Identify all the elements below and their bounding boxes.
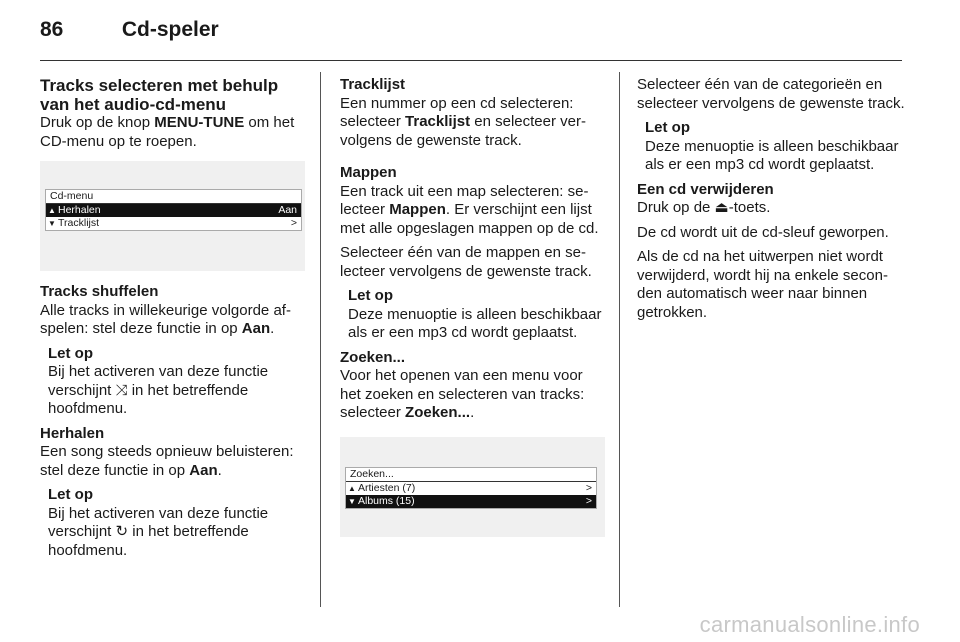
note-mp3 [637, 119, 905, 175]
repeat-post: . [217, 461, 222, 479]
eject-icon: ⏏ [714, 199, 729, 216]
search-text [340, 367, 605, 423]
note-shuffle [40, 345, 305, 419]
section-heading: Tracks selecteren met behulp van het audio-cd-menu [40, 76, 279, 114]
menu-row-label: Tracklijst [58, 217, 100, 229]
tracklist-pre: Een nummer op een cd selecteren: selecteer [340, 94, 574, 130]
up-arrow-icon: ▲ [48, 206, 56, 215]
eject-text-2: De cd wordt uit de cd-sleuf geworpen. [637, 223, 889, 241]
menu-row-label: Herhalen [58, 204, 101, 216]
tracklist-text [340, 95, 605, 151]
shuffle-icon: ⤨ [115, 381, 128, 399]
shuffle-on: Aan [241, 320, 271, 337]
menu-row-albums[interactable] [346, 495, 596, 508]
chevron-right-icon: > [585, 494, 592, 507]
tracklist-key: Tracklijst [405, 113, 471, 130]
menu-tune-key: MENU-TUNE [154, 114, 245, 131]
menu-row-tracklist[interactable] [46, 217, 301, 230]
column-divider-1 [320, 72, 321, 607]
folders-text [340, 183, 605, 239]
tracklist-post: en selecteer vervolgens de gewenste track. [340, 113, 586, 149]
shuffle-heading: Tracks shuffelen [40, 283, 159, 300]
search-pre: Voor het openen van een menu voor het zoeken en selecteren van tracks: selecteer [340, 367, 585, 421]
note-pre: Bij het activeren van deze functie verschijnt [48, 363, 269, 399]
down-arrow-icon: ▼ [348, 496, 356, 506]
folders-pre: Een track uit een map selecteren: selecteer [340, 182, 589, 218]
menu-row-value: Aan [278, 204, 297, 216]
note-title: Let op [48, 486, 93, 503]
shuffle-text [40, 302, 305, 339]
shuffle-pre: Alle tracks in willekeurige volgorde afspelen: stel deze functie in op [40, 301, 291, 337]
eject-pre: Druk op de [637, 199, 715, 216]
repeat-pre: Een song steeds opnieuw beluisteren: stel deze functie in op [40, 443, 294, 479]
column-divider-2 [619, 72, 620, 607]
down-arrow-icon: ▼ [48, 219, 56, 228]
search-post: . [470, 404, 475, 421]
eject-text-3: Als de cd na het uitwerpen niet wordt verwijderd, wordt hij na enkele seconden automatisch weer naar binnen getrokken. [637, 248, 888, 321]
repeat-heading: Herhalen [40, 424, 105, 442]
note-title: Let op [48, 344, 93, 362]
page-number: 86 [40, 18, 64, 41]
chevron-right-icon: > [290, 217, 297, 229]
eject-text [637, 199, 905, 218]
chevron-right-icon: > [585, 481, 592, 494]
folders-heading: Mappen [340, 164, 397, 181]
note-title: Let op [348, 287, 393, 304]
menu-row-artists[interactable] [346, 482, 596, 495]
cd-menu-display [45, 189, 302, 231]
eject-post: -toets. [728, 199, 771, 216]
shuffle-post: . [270, 320, 275, 337]
search-key: Zoeken... [405, 404, 471, 421]
search-menu-display [345, 467, 597, 509]
intro-pre: Druk op de knop [40, 114, 155, 131]
intro-text [40, 114, 305, 151]
tracklist-heading: Tracklijst [340, 76, 406, 93]
note-text: Deze menuoptie is alleen beschikbaar als er een mp3 cd wordt geplaatst. [348, 305, 602, 341]
repeat-on: Aan [189, 461, 218, 479]
folders-text-2: Selecteer één van de mappen en selecteer vervolgens de gewenste track. [340, 244, 592, 280]
menu-row-repeat[interactable] [46, 204, 301, 217]
menu-row-label: Artiesten (7) [358, 481, 416, 494]
column-2 [340, 76, 605, 549]
page-header [40, 18, 219, 42]
note-pre: Bij het activeren van deze functie verschijnt [48, 504, 269, 540]
watermark: carmanualsonline.info [699, 612, 920, 637]
search-menu-screenshot [340, 437, 605, 537]
column-3 [637, 76, 905, 328]
search-heading: Zoeken... [340, 348, 406, 366]
search-menu-title: Zoeken... [346, 468, 596, 482]
column-1 [40, 76, 305, 566]
note-text: Deze menuoptie is alleen beschikbaar als er een mp3 cd wordt geplaatst. [645, 137, 899, 173]
cd-menu-title: Cd-menu [46, 190, 301, 204]
repeat-text [40, 443, 305, 480]
note-post: in het betreffende hoofdmenu. [48, 381, 249, 417]
up-arrow-icon: ▲ [348, 483, 356, 493]
eject-heading: Een cd verwijderen [637, 180, 774, 198]
page-title: Cd-speler [121, 18, 219, 41]
note-title: Let op [645, 119, 690, 136]
cd-menu-screenshot [40, 161, 305, 271]
note-mp3 [340, 287, 605, 343]
note-repeat [40, 486, 305, 560]
note-post: in het betreffende hoofdmenu. [48, 523, 249, 559]
category-text: Selecteer één van de categorieën en selecteer vervolgens de gewenste track. [637, 76, 905, 112]
repeat-icon: ↻ [115, 523, 129, 540]
header-rule [40, 60, 902, 61]
folders-post: . Er verschijnt een lijst met alle opgeslagen mappen op de cd. [340, 201, 599, 237]
intro-post: om het CD-menu op te roepen. [40, 114, 295, 150]
menu-row-label: Albums (15) [358, 494, 415, 507]
folders-key: Mappen [389, 201, 446, 218]
